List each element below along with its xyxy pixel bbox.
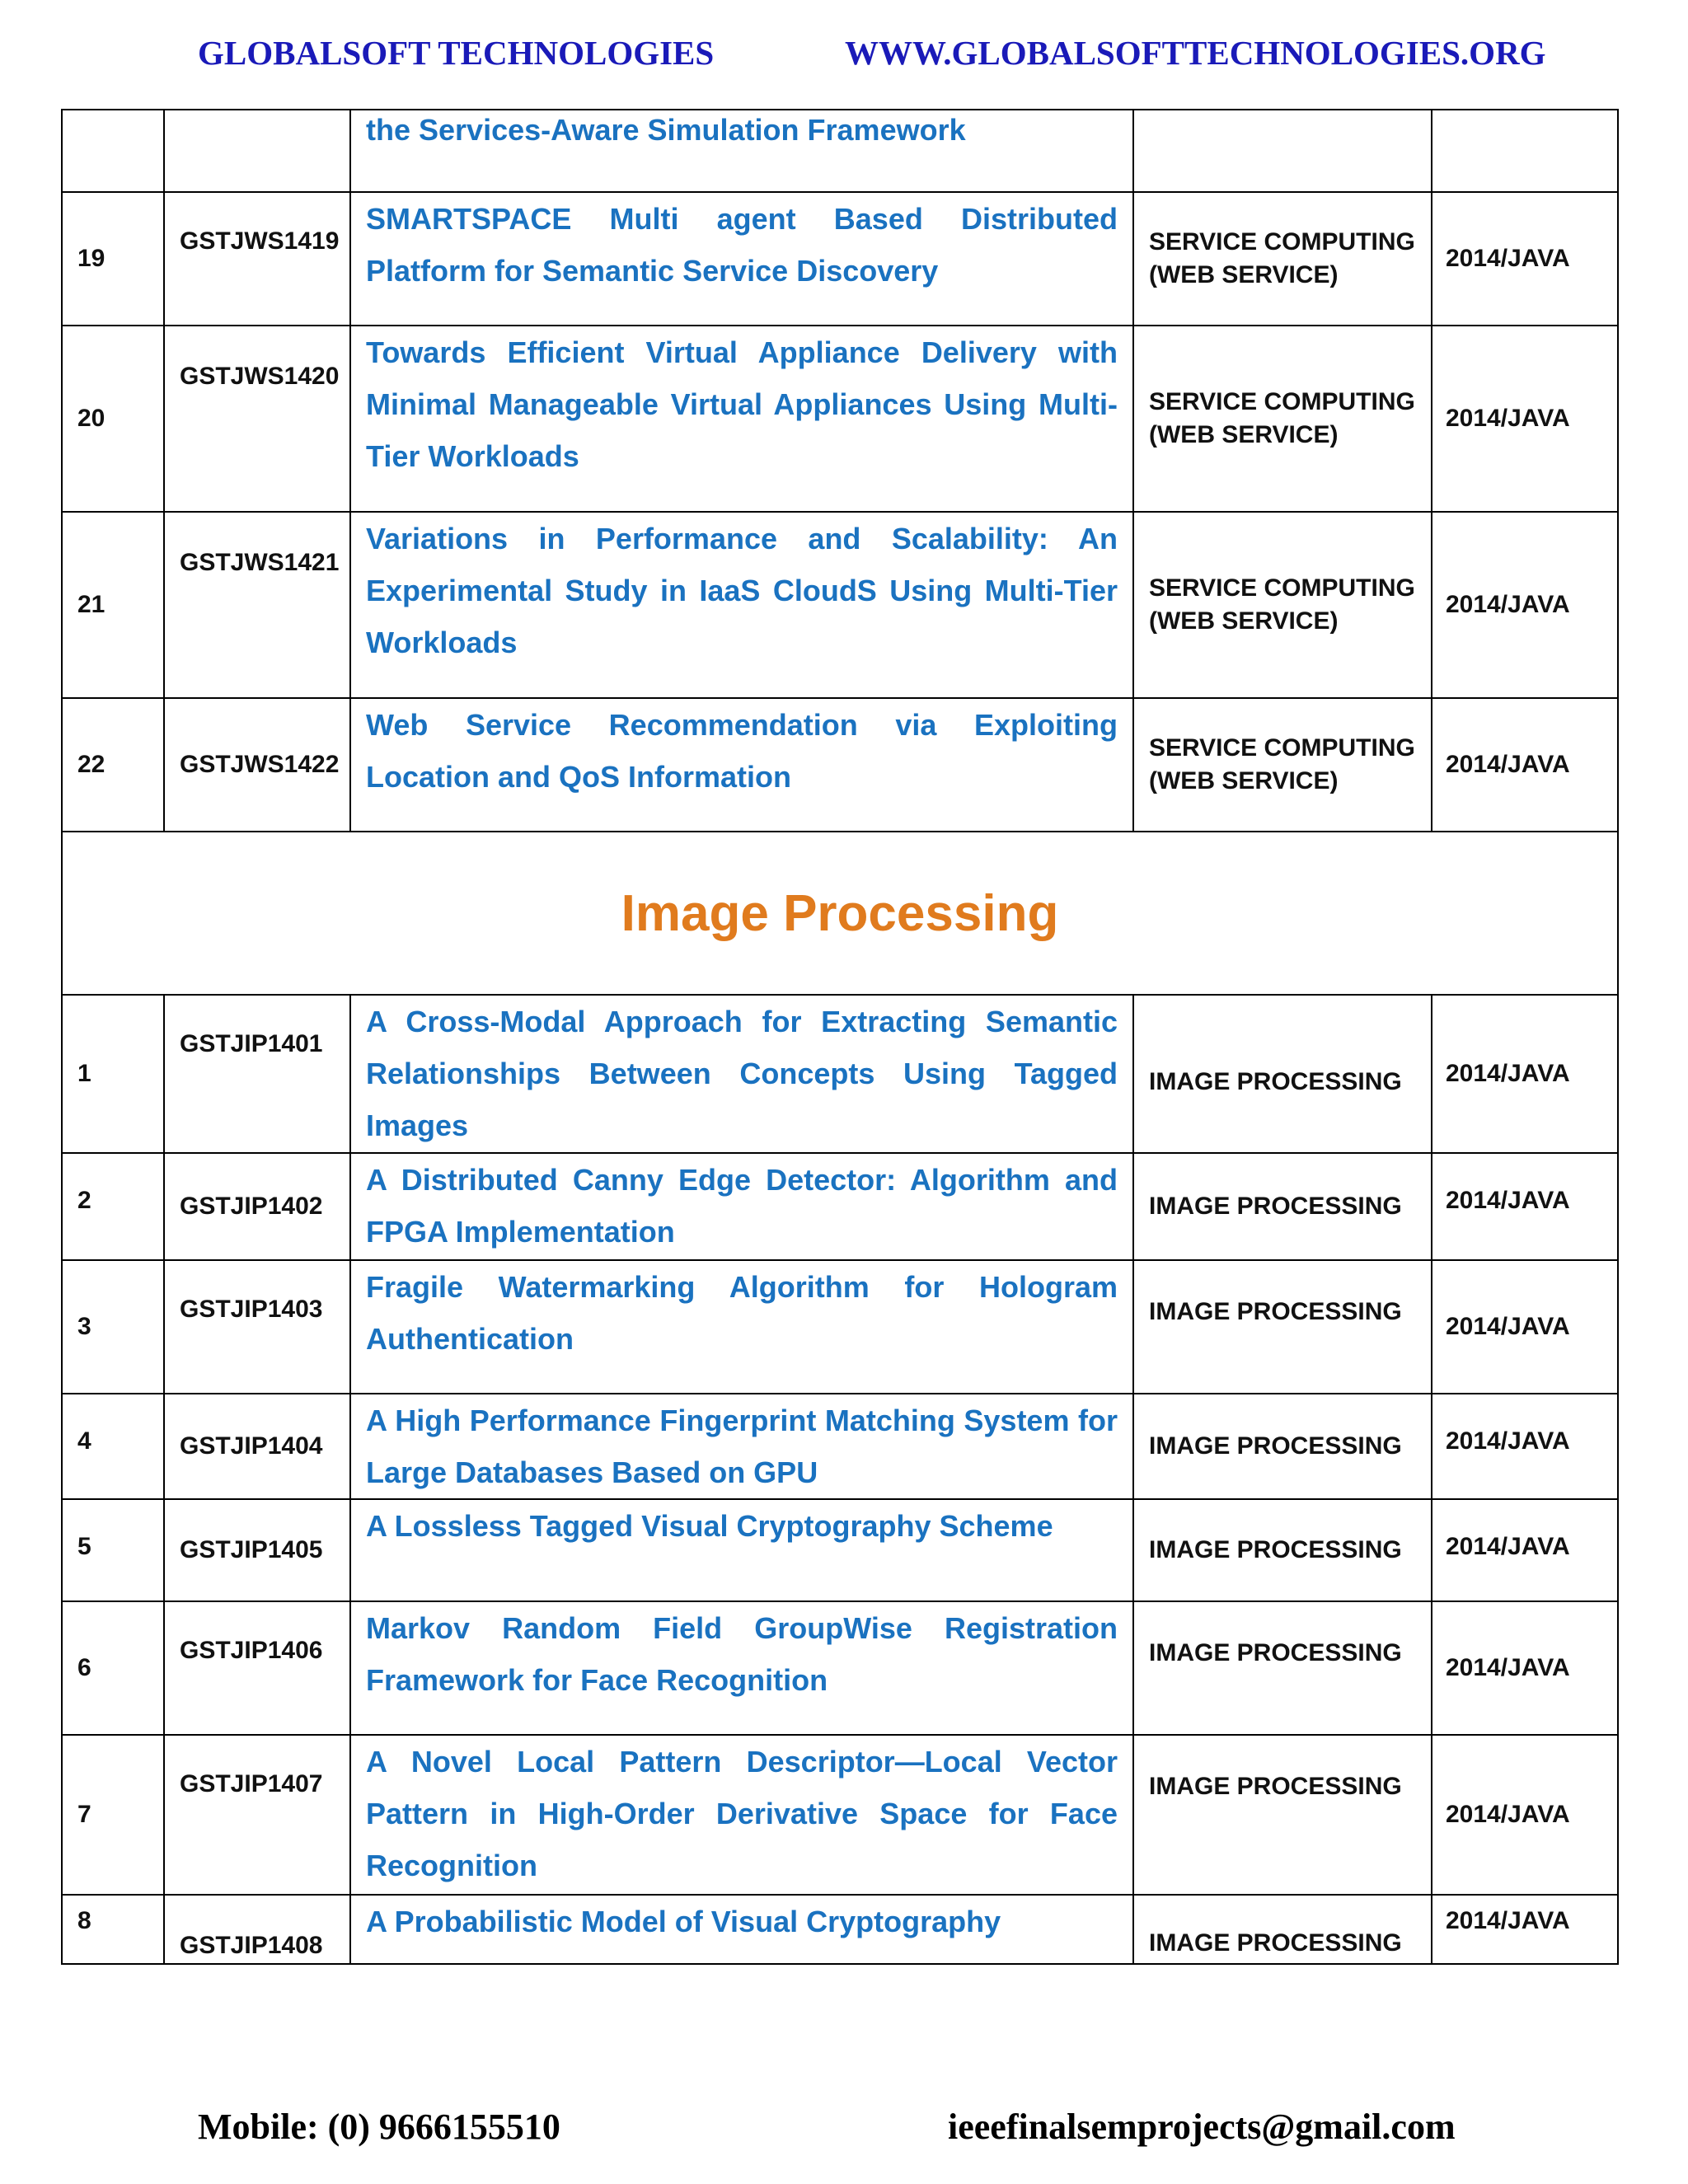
- project-code: GSTJIP1404: [164, 1394, 350, 1499]
- row-number: 8: [62, 1895, 164, 1964]
- project-domain: IMAGE PROCESSING: [1133, 1735, 1432, 1895]
- project-title: Variations in Performance and Scalability: An Experimental Study in IaaS CloudS Using Multi-Tier Workloads: [350, 512, 1133, 698]
- table-row: [62, 995, 1618, 1153]
- project-title: A Lossless Tagged Visual Cryptography Scheme: [350, 1499, 1133, 1601]
- project-domain: IMAGE PROCESSING: [1133, 995, 1432, 1153]
- section-row: [62, 832, 1618, 995]
- row-number: 19: [62, 192, 164, 326]
- project-domain: IMAGE PROCESSING: [1133, 1499, 1432, 1601]
- row-number: 5: [62, 1499, 164, 1601]
- project-code: [164, 110, 350, 192]
- row-number: 3: [62, 1260, 164, 1394]
- project-title: A Cross-Modal Approach for Extracting Semantic Relationships Between Concepts Using Tagged Images: [350, 995, 1133, 1153]
- project-year: 2014/JAVA: [1432, 1601, 1618, 1735]
- project-domain: IMAGE PROCESSING: [1133, 1394, 1432, 1499]
- table-row: [62, 110, 1618, 192]
- project-title: A Novel Local Pattern Descriptor—Local Vector Pattern in High-Order Derivative Space for Face Recognition: [350, 1735, 1133, 1895]
- page-footer: [0, 2106, 1688, 2155]
- row-number: 20: [62, 326, 164, 512]
- row-number: 21: [62, 512, 164, 698]
- mobile-number: Mobile: (0) 9666155510: [198, 2107, 560, 2147]
- project-title: Towards Efficient Virtual Appliance Delivery with Minimal Manageable Virtual Appliances Using Multi-Tier Workloads: [350, 326, 1133, 512]
- project-year: 2014/JAVA: [1432, 1499, 1618, 1601]
- project-code: GSTJWS1421: [164, 512, 350, 698]
- project-domain: IMAGE PROCESSING: [1133, 1895, 1432, 1964]
- page-header: [0, 33, 1688, 82]
- contact-email: ieeefinalsemprojects@gmail.com: [948, 2107, 1456, 2147]
- row-number: 4: [62, 1394, 164, 1499]
- project-code: GSTJWS1422: [164, 698, 350, 832]
- project-year: 2014/JAVA: [1432, 1895, 1618, 1964]
- project-code: GSTJIP1407: [164, 1735, 350, 1895]
- row-number: [62, 110, 164, 192]
- project-title: the Services-Aware Simulation Framework: [350, 110, 1133, 192]
- table-row: [62, 1260, 1618, 1394]
- company-name: GLOBALSOFT TECHNOLOGIES: [198, 34, 715, 72]
- row-number: 2: [62, 1153, 164, 1260]
- table-row: [62, 192, 1618, 326]
- table-row: [62, 698, 1618, 832]
- project-domain: IMAGE PROCESSING: [1133, 1601, 1432, 1735]
- projects-table: [61, 109, 1619, 1965]
- project-code: GSTJIP1406: [164, 1601, 350, 1735]
- row-number: 22: [62, 698, 164, 832]
- project-year: 2014/JAVA: [1432, 1153, 1618, 1260]
- table-row: [62, 1895, 1618, 1964]
- row-number: 7: [62, 1735, 164, 1895]
- project-domain: SERVICE COMPUTING (WEB SERVICE): [1133, 698, 1432, 832]
- project-domain: SERVICE COMPUTING (WEB SERVICE): [1133, 192, 1432, 326]
- project-code: GSTJWS1419: [164, 192, 350, 326]
- project-code: GSTJWS1420: [164, 326, 350, 512]
- project-code: GSTJIP1402: [164, 1153, 350, 1260]
- project-domain: SERVICE COMPUTING (WEB SERVICE): [1133, 512, 1432, 698]
- row-number: 6: [62, 1601, 164, 1735]
- project-year: [1432, 110, 1618, 192]
- table-row: [62, 326, 1618, 512]
- project-year: 2014/JAVA: [1432, 698, 1618, 832]
- row-number: 1: [62, 995, 164, 1153]
- project-title: SMARTSPACE Multi agent Based Distributed Platform for Semantic Service Discovery: [350, 192, 1133, 326]
- company-website: WWW.GLOBALSOFTTECHNOLOGIES.ORG: [845, 34, 1546, 72]
- table-row: [62, 1601, 1618, 1735]
- project-title: Web Service Recommendation via Exploiting Location and QoS Information: [350, 698, 1133, 832]
- table-row: [62, 1499, 1618, 1601]
- project-year: 2014/JAVA: [1432, 1735, 1618, 1895]
- project-title: Markov Random Field GroupWise Registration Framework for Face Recognition: [350, 1601, 1133, 1735]
- project-domain: IMAGE PROCESSING: [1133, 1153, 1432, 1260]
- project-title: Fragile Watermarking Algorithm for Hologram Authentication: [350, 1260, 1133, 1394]
- project-code: GSTJIP1408: [164, 1895, 350, 1964]
- table-row: [62, 1153, 1618, 1260]
- project-domain: SERVICE COMPUTING (WEB SERVICE): [1133, 326, 1432, 512]
- project-domain: [1133, 110, 1432, 192]
- project-year: 2014/JAVA: [1432, 192, 1618, 326]
- project-year: 2014/JAVA: [1432, 995, 1618, 1153]
- project-code: GSTJIP1405: [164, 1499, 350, 1601]
- table-row: [62, 1394, 1618, 1499]
- project-title: A High Performance Fingerprint Matching System for Large Databases Based on GPU: [350, 1394, 1133, 1499]
- project-code: GSTJIP1401: [164, 995, 350, 1153]
- project-year: 2014/JAVA: [1432, 512, 1618, 698]
- section-heading: Image Processing: [62, 832, 1618, 995]
- project-title: A Distributed Canny Edge Detector: Algorithm and FPGA Implementation: [350, 1153, 1133, 1260]
- project-title: A Probabilistic Model of Visual Cryptography: [350, 1895, 1133, 1964]
- project-year: 2014/JAVA: [1432, 1260, 1618, 1394]
- project-code: GSTJIP1403: [164, 1260, 350, 1394]
- project-year: 2014/JAVA: [1432, 1394, 1618, 1499]
- table-row: [62, 1735, 1618, 1895]
- table-row: [62, 512, 1618, 698]
- project-domain: IMAGE PROCESSING: [1133, 1260, 1432, 1394]
- project-year: 2014/JAVA: [1432, 326, 1618, 512]
